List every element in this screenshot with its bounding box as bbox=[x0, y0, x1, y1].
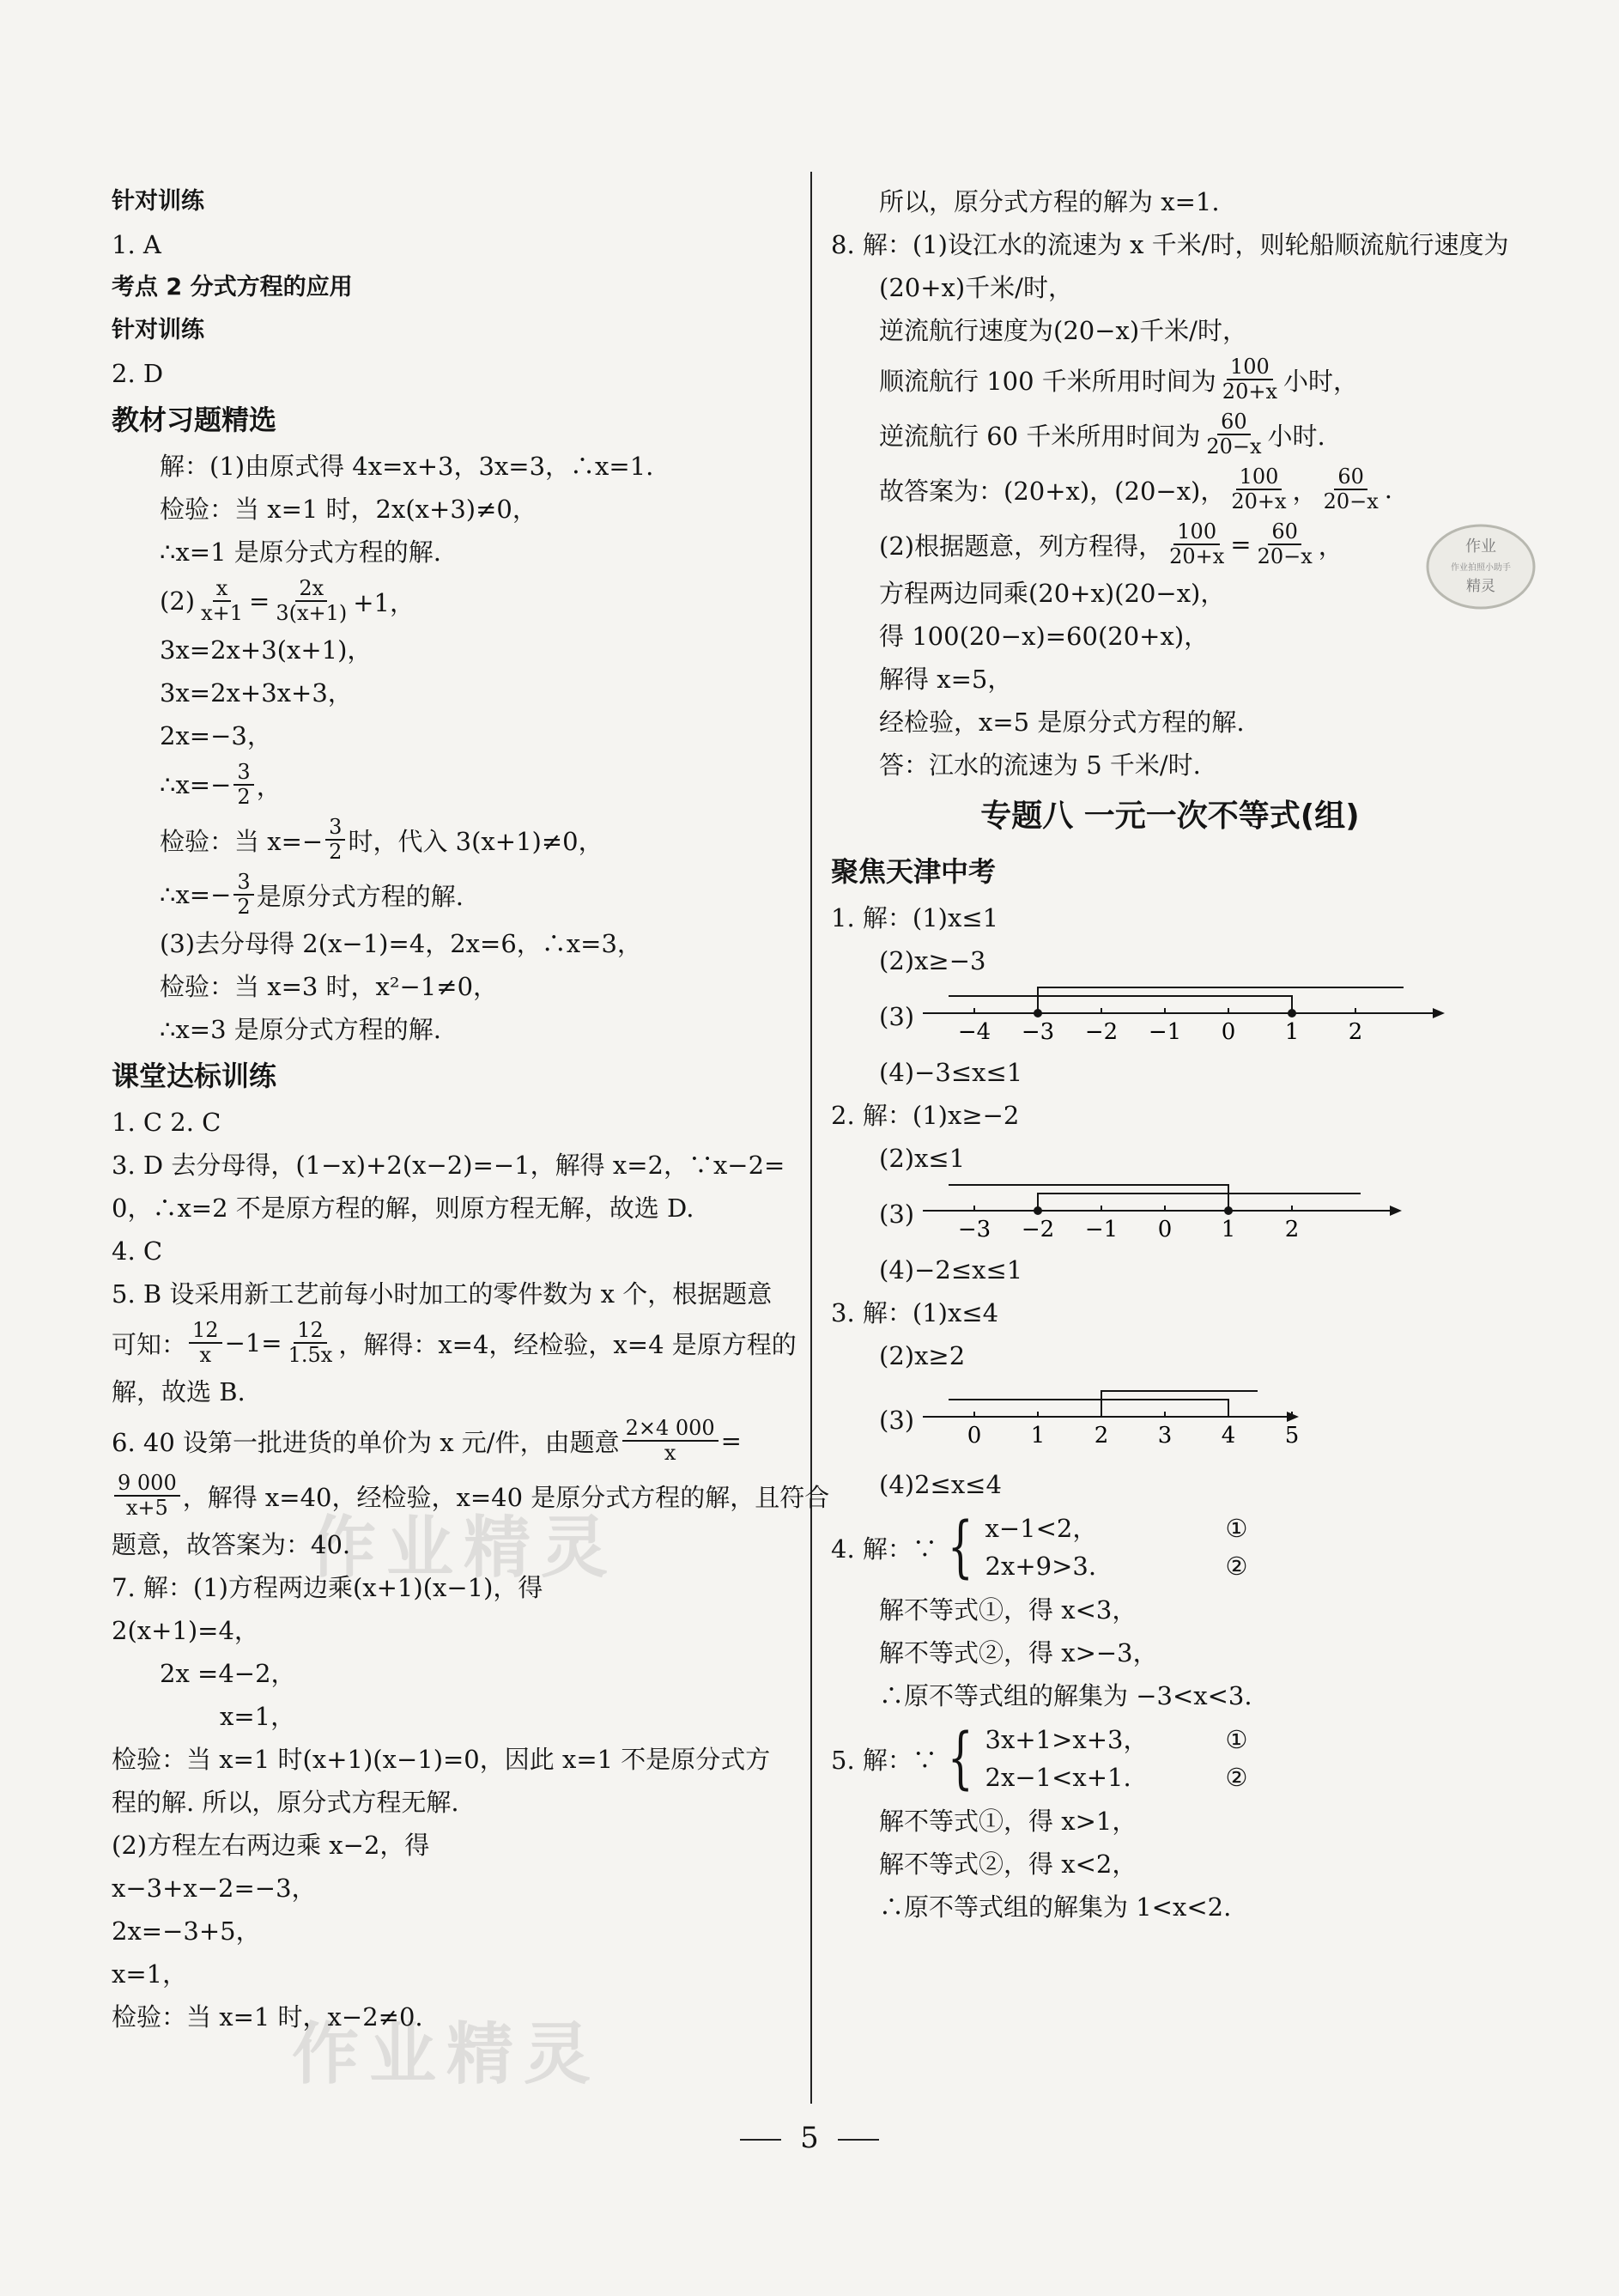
fraction: $\frac{9 000}{x+5}$ bbox=[114, 1472, 180, 1520]
svg-text:作业: 作业 bbox=[1465, 538, 1496, 556]
answer-line: 1. C 2. C bbox=[112, 1108, 221, 1137]
solution-line: 解：(1)由原式得 4x=x+3，3x=3，∴x=1. bbox=[160, 452, 654, 481]
fraction: $\frac{3}{2}$ bbox=[233, 871, 253, 919]
tick-label: 5 bbox=[1284, 1423, 1300, 1449]
answer-line: 2. D bbox=[112, 359, 164, 388]
solution-line: (20+x)千米/时， bbox=[879, 273, 1073, 302]
answer-line: 5. B 设采用新工艺前每小时加工的零件数为 x 个，根据题意 bbox=[112, 1279, 773, 1309]
tick-label: 0 bbox=[1221, 1019, 1236, 1045]
solution-line: 逆流航行速度为(20−x)千米/时， bbox=[879, 316, 1247, 345]
fraction: $\frac{2\times 4 000}{x}$ bbox=[622, 1417, 719, 1465]
fraction: $\frac{100}{20+x}$ bbox=[1169, 519, 1225, 568]
tick-label: 3 bbox=[1157, 1423, 1173, 1449]
solution-line: 2x=−3， bbox=[160, 721, 272, 750]
solution-line: (4)−3≤x≤1 bbox=[879, 1058, 1023, 1087]
answer-line: 7. 解：(1)方程两边乘(x+1)(x−1)，得 bbox=[112, 1573, 543, 1602]
class-training-heading: 课堂达标训练 bbox=[112, 1060, 277, 1092]
closed-point bbox=[1034, 1206, 1042, 1215]
right-column bbox=[831, 180, 1543, 1929]
solution-line: x−3+x−2=−3， bbox=[112, 1874, 317, 1903]
brace: { bbox=[947, 1720, 973, 1797]
tick-label: 0 bbox=[967, 1423, 982, 1449]
tick-label: −1 bbox=[1148, 1019, 1182, 1045]
tick-label: −3 bbox=[957, 1217, 991, 1242]
svg-text:精灵: 精灵 bbox=[1466, 578, 1495, 595]
textbook-heading: 教材习题精选 bbox=[112, 404, 277, 436]
solution-line: 经检验，x=5 是原分式方程的解. bbox=[879, 708, 1245, 737]
kaodian-heading: 考点 2 分式方程的应用 bbox=[112, 274, 353, 301]
solution-bracket bbox=[1101, 1391, 1258, 1417]
solution-line: (2)x≥2 bbox=[879, 1341, 966, 1370]
equation-line: (2) $\frac{x}{x+1}$ = $\frac{2x}{3(x+1)}$ +1， bbox=[160, 576, 415, 625]
solution-line: x=1， bbox=[112, 1959, 188, 1989]
solution-line: 2x=−3+5， bbox=[112, 1916, 261, 1946]
equation-line: ∴x=− $\frac{3}{2}$ ， bbox=[160, 760, 282, 809]
solution-line: 检验：当 x=1 时，2x(x+3)≠0， bbox=[160, 495, 537, 524]
solution-line: 解得 x=5， bbox=[879, 665, 1013, 694]
solution-line: ∴原不等式组的解集为 −3<x<3. bbox=[879, 1681, 1252, 1710]
number-line-row: (3) −4 −3 −2 −1 0 1 2 bbox=[831, 982, 1543, 1051]
equation-line: (2)根据题意，列方程得， $\frac{100}{20+x}$ = $\frac{60}{20-x}$ ， bbox=[879, 519, 1343, 568]
tick-label: −2 bbox=[1021, 1217, 1055, 1242]
tick-label: 2 bbox=[1284, 1217, 1300, 1242]
fraction: $\frac{100}{20+x}$ bbox=[1222, 355, 1277, 404]
number-line bbox=[923, 1386, 1301, 1455]
section-heading: 针对训练 bbox=[112, 317, 204, 343]
tick-label: 1 bbox=[1284, 1019, 1300, 1045]
left-column bbox=[112, 180, 830, 2038]
answer-line: 1. A bbox=[112, 230, 161, 259]
fraction: $\frac{x}{x+1}$ bbox=[201, 576, 244, 625]
solution-line: (4)−2≤x≤1 bbox=[879, 1255, 1023, 1285]
solution-bracket bbox=[949, 996, 1292, 1013]
answer-line: 解，故选 B. bbox=[112, 1377, 246, 1406]
solution-line: 解不等式①，得 x<3， bbox=[879, 1595, 1137, 1625]
answer-line: 题意，故答案为：40. bbox=[112, 1530, 351, 1559]
tick-label: −2 bbox=[1084, 1019, 1119, 1045]
solution-line: 程的解. 所以，原分式方程无解. bbox=[112, 1788, 459, 1817]
solution-line: ∴x=1 是原分式方程的解. bbox=[160, 538, 441, 567]
solution-line: 解不等式①，得 x>1， bbox=[879, 1807, 1137, 1836]
axis-arrow bbox=[1433, 1008, 1445, 1018]
answer-line: 3. 解：(1)x≤4 bbox=[831, 1298, 999, 1327]
solution-line: (4)2≤x≤4 bbox=[879, 1470, 1002, 1499]
brace: { bbox=[947, 1509, 973, 1586]
solution-line: ∴x=3 是原分式方程的解. bbox=[160, 1015, 441, 1044]
equation-line: 顺流航行 100 千米所用时间为 $\frac{100}{20+x}$ 小时， bbox=[879, 355, 1358, 404]
fraction: $\frac{60}{20-x}$ bbox=[1206, 410, 1262, 459]
tick-label: 2 bbox=[1348, 1019, 1363, 1045]
inequality-system: 5. 解：∵ { 3x+1>x+3， ① 2x−1<x+1. ② bbox=[831, 1720, 1248, 1797]
equation-line: 逆流航行 60 千米所用时间为 $\frac{60}{20-x}$ 小时. bbox=[879, 410, 1325, 459]
solution-bracket bbox=[1038, 1194, 1361, 1211]
tick-label: −3 bbox=[1021, 1019, 1055, 1045]
number-line-row: (3) −3 −2 −1 0 1 2 bbox=[831, 1180, 1543, 1248]
number-line-row: (3) 0 1 2 3 4 5 bbox=[831, 1377, 1543, 1463]
solution-bracket bbox=[949, 1400, 1228, 1417]
answer-line: 8. 解：(1)设江水的流速为 x 千米/时，则轮船顺流航行速度为 bbox=[831, 230, 1509, 259]
solution-line: 2x =4−2， bbox=[160, 1659, 296, 1688]
solution-line: (2)x≥−3 bbox=[879, 946, 986, 975]
solution-line: 3x=2x+3(x+1)， bbox=[160, 635, 373, 665]
number-line bbox=[923, 982, 1446, 1051]
section-heading: 针对训练 bbox=[112, 188, 204, 215]
tick-label: −1 bbox=[1084, 1217, 1119, 1242]
column-divider bbox=[810, 172, 812, 2104]
solution-line: 检验：当 x=3 时，x²−1≠0， bbox=[160, 972, 499, 1001]
equation-line: ∴x=− $\frac{3}{2}$ 是原分式方程的解. bbox=[160, 870, 464, 919]
fraction: $\frac{60}{20-x}$ bbox=[1257, 519, 1313, 568]
solution-line: (3)去分母得 2(x−1)=4，2x=6，∴x=3， bbox=[160, 929, 642, 958]
watermark: 作业精灵 bbox=[309, 1509, 619, 1587]
solution-line: 得 100(20−x)=60(20+x)， bbox=[879, 622, 1210, 651]
solution-line: x=1， bbox=[220, 1702, 296, 1731]
solution-line: 检验：当 x=1 时(x+1)(x−1)=0，因此 x=1 不是原分式方 bbox=[112, 1745, 771, 1774]
solution-bracket bbox=[949, 1185, 1228, 1211]
svg-text:作业拍照小助手: 作业拍照小助手 bbox=[1451, 563, 1511, 573]
tick-label: 0 bbox=[1157, 1217, 1173, 1242]
number-line bbox=[923, 1180, 1404, 1248]
fraction: $\frac{12}{1.5x}$ bbox=[288, 1318, 333, 1367]
solution-line: 方程两边同乘(20+x)(20−x)， bbox=[879, 579, 1226, 608]
equation-line: 可知： $\frac{12}{x}$ −1= $\frac{12}{1.5x}$ ，解得：x=4，经检验，x=4 是原方程的 bbox=[112, 1318, 797, 1367]
solution-line: (2)方程左右两边乘 x−2，得 bbox=[112, 1831, 430, 1860]
page-number: 5 bbox=[800, 2121, 819, 2155]
solution-bracket bbox=[1038, 987, 1404, 1013]
closed-point bbox=[1034, 1009, 1042, 1017]
fraction: $\frac{12}{x}$ bbox=[189, 1319, 222, 1367]
watermark: 作业精灵 bbox=[292, 2016, 602, 2093]
equation-line: 6. 40 设第一批进货的单价为 x 元/件，由题意 $\frac{2\times 4 000}{x}$ = bbox=[112, 1416, 742, 1465]
solution-line: 答：江水的流速为 5 千米/时. bbox=[879, 750, 1201, 780]
solution-line: (2)x≤1 bbox=[879, 1144, 966, 1173]
axis-arrow bbox=[1390, 1206, 1402, 1216]
page-footer bbox=[0, 2121, 1619, 2155]
solution-line: 检验：当 x=1 时，x−2≠0. bbox=[112, 2002, 423, 2032]
fraction: $\frac{3}{2}$ bbox=[233, 761, 253, 809]
tick-label: 2 bbox=[1094, 1423, 1109, 1449]
closed-point bbox=[1224, 1206, 1233, 1215]
answer-line: 4. C bbox=[112, 1236, 163, 1266]
answer-line: 3. D 去分母得，(1−x)+2(x−2)=−1，解得 x=2，∵x−2= bbox=[112, 1151, 785, 1180]
tick-label: 1 bbox=[1030, 1423, 1046, 1449]
solution-line: 2(x+1)=4， bbox=[112, 1616, 259, 1645]
answer-line: 2. 解：(1)x≥−2 bbox=[831, 1101, 1020, 1130]
fraction: $\frac{100}{20+x}$ bbox=[1231, 465, 1287, 513]
answer-line: 0，∴x=2 不是原方程的解，则原方程无解，故选 D. bbox=[112, 1194, 694, 1223]
fraction: $\frac{60}{20-x}$ bbox=[1323, 465, 1379, 513]
tick-label: 1 bbox=[1221, 1217, 1236, 1242]
equation-line: 检验：当 x=− $\frac{3}{2}$ 时，代入 3(x+1)≠0， bbox=[160, 815, 603, 864]
answer-line: 1. 解：(1)x≤1 bbox=[831, 903, 999, 932]
solution-line: 解不等式②，得 x>−3， bbox=[879, 1638, 1158, 1667]
fraction: $\frac{3}{2}$ bbox=[325, 816, 345, 864]
closed-point bbox=[1288, 1009, 1296, 1017]
inequality-system: 4. 解：∵ { x−1<2， ① 2x+9>3. ② bbox=[831, 1509, 1248, 1586]
equation-line: 故答案为：(20+x)，(20−x)， $\frac{100}{20+x}$ ， $\frac{60}{20-x}$ . bbox=[879, 465, 1392, 513]
solution-line: 所以，原分式方程的解为 x=1. bbox=[879, 187, 1220, 216]
tick-label: −4 bbox=[957, 1019, 991, 1045]
solution-line: 解不等式②，得 x<2， bbox=[879, 1850, 1137, 1879]
solution-line: 3x=2x+3x+3， bbox=[160, 678, 353, 708]
topic-title: 专题八 一元一次不等式(组) bbox=[980, 799, 1360, 834]
solution-line: ∴原不等式组的解集为 1<x<2. bbox=[879, 1892, 1232, 1922]
equation-line: $\frac{9 000}{x+5}$ ，解得 x=40，经检验，x=40 是原分式方程的解，且符合 bbox=[112, 1468, 798, 1523]
tianjin-heading: 聚焦天津中考 bbox=[831, 855, 997, 888]
fraction: $\frac{2x}{3(x+1)}$ bbox=[276, 576, 348, 625]
tick-label: 4 bbox=[1221, 1423, 1236, 1449]
